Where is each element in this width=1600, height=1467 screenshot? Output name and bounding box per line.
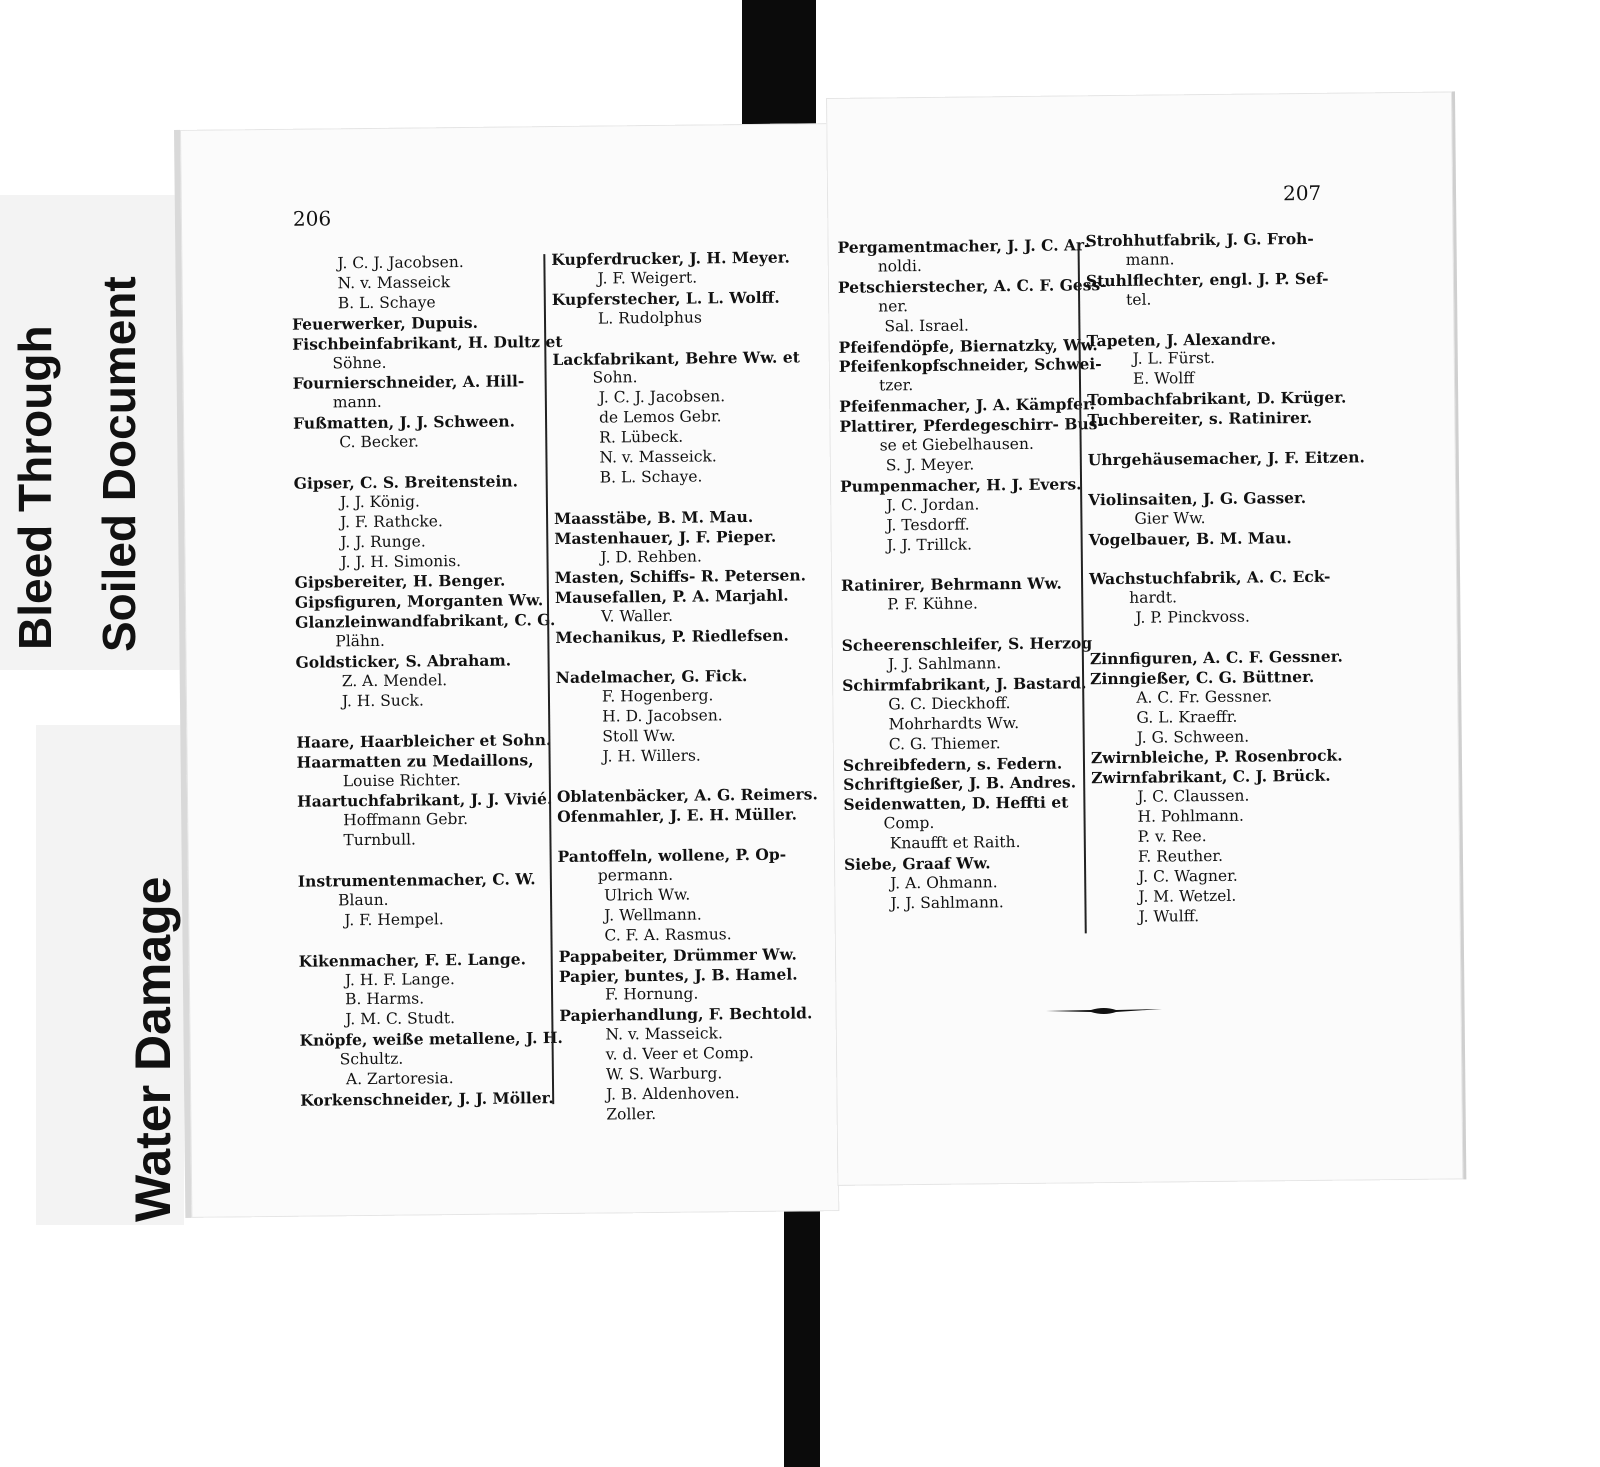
entry-continuation: N. v. Masseick: [337, 273, 451, 293]
entry-continuation: J. G. Schween.: [1136, 727, 1250, 747]
entry-continuation: N. v. Masseick.: [605, 1024, 723, 1044]
trade-entry: Haare, Haarbleicher et Sohn.: [296, 729, 552, 752]
entry-continuation: C. F. A. Rasmus.: [604, 924, 732, 945]
entry-continuation: J. A. Ohmann.: [890, 873, 998, 893]
entry-continuation: J. C. Wagner.: [1138, 866, 1238, 886]
spacer: [1087, 428, 1349, 451]
label-soiled-document: Soiled Document: [93, 276, 145, 652]
trade-entry: Lackfabrikant, Behre Ww. et: [552, 346, 800, 369]
trade-entry: Pfeifendöpfe, Biernatzky, Ww.: [838, 334, 1098, 357]
left-page-column-1: [291, 252, 563, 1110]
trade-entry: Wachstuchfabrik, A. C. Eck-: [1088, 567, 1331, 589]
entry-continuation: Comp.: [883, 814, 935, 833]
trade-entry: Papier, buntes, J. B. Hamel.: [558, 964, 798, 986]
trade-entry: Vogelbauer, B. M. Mau.: [1088, 527, 1292, 549]
trade-entry: Zinngießer, C. G. Büttner.: [1089, 666, 1315, 689]
right-page-column-1: [837, 235, 1107, 914]
page-number: 207: [1282, 180, 1322, 206]
entry-continuation: A. Zartoresia.: [345, 1069, 454, 1089]
spacer: [841, 614, 1081, 636]
entry-continuation: F. Hornung.: [604, 985, 699, 1004]
entry-continuation: C. Becker.: [339, 432, 419, 452]
trade-entry: Scheerenschleifer, S. Herzog: [841, 633, 1093, 655]
trade-entry: Siebe, Graaf Ww.: [843, 853, 991, 874]
trade-entry: Nadelmacher, G. Fick.: [555, 666, 748, 688]
trade-entry: Ratinirer, Behrmann Ww.: [841, 573, 1062, 596]
entry-continuation: hardt.: [1129, 588, 1178, 608]
trade-entry: Instrumentenmacher, C. W.: [297, 869, 536, 891]
trade-entry: Gipser, C. S. Breitenstein.: [293, 471, 519, 493]
trade-entry: Korkenschneider, J. J. Möller.: [300, 1088, 554, 1110]
entry-continuation: permann.: [597, 865, 674, 885]
entry-continuation: J. C. J. Jacobsen.: [598, 387, 726, 407]
entry-continuation: mann.: [332, 393, 382, 412]
entry-continuation: G. C. Dieckhoff.: [888, 693, 1011, 714]
trade-entry: Mechanikus, P. Riedlefsen.: [555, 625, 789, 648]
spacer: [1088, 467, 1350, 490]
entry-continuation: F. Reuther.: [1137, 846, 1224, 866]
entry-continuation: J. C. Jordan.: [886, 495, 980, 515]
entry-continuation: ner.: [878, 296, 909, 316]
entry-continuation: J. C. Claussen.: [1137, 786, 1250, 807]
trade-entry: Schreibfedern, s. Federn.: [842, 753, 1063, 775]
trade-entry: Tuchbereiter, s. Ratinirer.: [1087, 408, 1313, 430]
trade-entry: Haartuchfabrikant, J. J. Vivié.: [296, 789, 553, 812]
entry-continuation: V. Waller.: [601, 607, 674, 626]
entry-continuation: J. Wulff.: [1138, 906, 1200, 926]
trade-entry: Masten, Schiffs- R. Petersen.: [554, 565, 807, 588]
entry-continuation: L. Rudolphus: [597, 308, 702, 328]
entry-continuation: J. F. Hempel.: [344, 910, 444, 930]
spacer: [841, 554, 1081, 576]
entry-continuation: P. F. Kühne.: [887, 594, 979, 614]
entry-continuation: Knaufft et Raith.: [889, 833, 1021, 853]
entry-continuation: W. S. Warburg.: [605, 1064, 723, 1084]
trade-entry: Pfeifenmacher, J. A. Kämpfer.: [839, 394, 1096, 417]
entry-continuation: Turnbull.: [343, 830, 417, 850]
label-water-damage: Water Damage: [125, 876, 181, 1222]
trade-entry: Zwirnbleiche, P. Rosenbrock.: [1090, 746, 1343, 768]
entry-continuation: J. H. Willers.: [602, 746, 701, 766]
entry-continuation: v. d. Veer et Comp.: [605, 1044, 754, 1064]
entry-continuation: J. C. J. Jacobsen.: [337, 252, 464, 273]
entry-continuation: Plähn.: [335, 632, 385, 651]
entry-continuation: J. H. Suck.: [341, 691, 424, 711]
entry-continuation: J. L. Fürst.: [1132, 349, 1216, 369]
entry-continuation: J. J. Sahlmann.: [890, 893, 1004, 913]
trade-entry: Pumpenmacher, H. J. Evers.: [839, 474, 1082, 496]
entry-continuation: J. M. C. Studt.: [345, 1009, 456, 1029]
entry-continuation: A. C. Fr. Gessner.: [1136, 687, 1273, 707]
entry-continuation: J. F. Weigert.: [597, 268, 698, 288]
entry-continuation: J. B. Aldenhoven.: [606, 1084, 740, 1104]
trade-entry: Kupferstecher, L. L. Wolff.: [551, 287, 780, 309]
entry-continuation: J. Wellmann.: [604, 905, 702, 925]
page-206: [174, 123, 839, 1218]
trade-entry: Strohhutfabrik, J. G. Froh-: [1085, 228, 1314, 251]
trade-entry: Zwirnfabrikant, C. J. Brück.: [1091, 766, 1331, 788]
page-207: [826, 91, 1466, 1186]
trade-entry: Pantoffeln, wollene, P. Op-: [557, 844, 787, 867]
trade-entry: Petschierstecher, A. C. F. Gess-: [837, 274, 1107, 297]
spacer: [557, 824, 827, 847]
trade-entry: Feuerwerker, Dupuis.: [291, 312, 479, 334]
spacer: [1086, 308, 1348, 331]
trade-entry: Gipsfiguren, Morganten Ww.: [294, 590, 544, 613]
spacer: [298, 929, 546, 951]
book-spine-top: [742, 0, 816, 130]
trade-entry: Pappabeiter, Drümmer Ww.: [558, 944, 797, 966]
trade-entry: Glanzleinwandfabrikant, C. G.: [295, 610, 556, 633]
entry-continuation: Blaun.: [337, 890, 389, 910]
left-page-column-2: [551, 247, 830, 1126]
book-spine-bottom: [784, 1190, 820, 1467]
right-page-column-2: [1085, 228, 1365, 928]
trade-entry: Papierhandlung, F. Bechtold.: [559, 1003, 813, 1026]
entry-continuation: tzer.: [878, 376, 914, 395]
entry-continuation: tel.: [1126, 290, 1152, 309]
entry-continuation: J. J. Sahlmann.: [887, 654, 1002, 674]
trade-entry: Goldsticker, S. Abraham.: [295, 650, 512, 672]
entry-continuation: J. J. Runge.: [340, 532, 426, 551]
trade-entry: Maasstäbe, B. M. Mau.: [553, 506, 754, 528]
page-number: 206: [292, 206, 332, 231]
entry-continuation: Gier Ww.: [1134, 508, 1206, 528]
entry-continuation: noldi.: [877, 256, 922, 276]
spacer: [293, 451, 541, 473]
trade-entry: Seidenwatten, D. Heffti et: [843, 792, 1069, 815]
trade-entry: Fischbeinfabrikant, H. Dultz et: [292, 331, 563, 354]
entry-continuation: Louise Richter.: [342, 770, 461, 790]
entry-continuation: B. L. Schaye.: [599, 467, 703, 487]
entry-continuation: Sohn.: [592, 368, 638, 388]
trade-entry: Mausefallen, P. A. Marjahl.: [554, 585, 789, 608]
trade-entry: Knöpfe, weiße metallene, J. H.: [299, 1028, 563, 1051]
entry-continuation: C. G. Thiemer.: [888, 733, 1001, 754]
entry-continuation: R. Lübeck.: [599, 427, 684, 447]
entry-continuation: de Lemos Gebr.: [598, 407, 722, 427]
spacer: [1089, 547, 1351, 570]
trade-entry: Plattirer, Pferdegeschirr- Bus-: [839, 414, 1104, 437]
trade-entry: Pergamentmacher, J. J. C. Ar-: [837, 235, 1091, 257]
spacer: [296, 710, 544, 732]
trade-entry: Fournierschneider, A. Hill-: [292, 371, 525, 394]
trade-entry: Zinnfiguren, A. C. F. Gessner.: [1089, 646, 1343, 669]
trade-entry: Ofenmahler, J. E. H. Müller.: [557, 804, 798, 827]
trade-entry: Uhrgehäusemacher, J. F. Eitzen.: [1087, 447, 1365, 470]
trade-entry: Kupferdrucker, J. H. Meyer.: [551, 247, 790, 270]
entry-continuation: mann.: [1125, 250, 1175, 269]
trade-entry: Mastenhauer, J. F. Pieper.: [554, 526, 777, 548]
entry-continuation: Z. A. Mendel.: [341, 671, 448, 691]
trade-entry: Gipsbereiter, H. Benger.: [294, 571, 506, 593]
spacer: [1090, 627, 1352, 650]
entry-continuation: J. P. Pinckvoss.: [1135, 607, 1250, 627]
trade-entry: Kikenmacher, F. E. Lange.: [298, 949, 527, 971]
entry-continuation: P. v. Ree.: [1137, 827, 1207, 846]
trade-entry: Schriftgießer, J. B. Andres.: [843, 772, 1077, 795]
entry-continuation: se et Giebelhausen.: [879, 434, 1034, 455]
entry-continuation: J. M. Wetzel.: [1138, 886, 1237, 906]
entry-continuation: B. Harms.: [345, 989, 425, 1009]
entry-continuation: E. Wolff: [1132, 369, 1195, 389]
spacer: [557, 765, 827, 788]
entry-continuation: Schultz.: [339, 1049, 404, 1069]
entry-continuation: J. J. König.: [339, 492, 421, 512]
entry-continuation: G. L. Kraeffr.: [1136, 707, 1238, 727]
trade-entry: Violinsaiten, J. G. Gasser.: [1088, 487, 1307, 510]
trade-entry: Pfeifenkopfschneider, Schwei-: [838, 354, 1102, 377]
entry-continuation: H. Pohlmann.: [1137, 806, 1244, 826]
trade-entry: Stuhlflechter, engl. J. P. Sef-: [1085, 268, 1329, 291]
trade-entry: Oblatenbäcker, A. G. Reimers.: [556, 784, 818, 807]
entry-continuation: F. Hogenberg.: [601, 686, 714, 706]
entry-continuation: Hoffmann Gebr.: [343, 810, 469, 830]
entry-continuation: B. L. Schaye: [337, 293, 436, 313]
entry-continuation: J. F. Rathcke.: [340, 511, 443, 532]
entry-continuation: N. v. Masseick.: [599, 447, 717, 467]
entry-continuation: Zoller.: [606, 1104, 657, 1124]
ornament-rule: [1046, 1005, 1162, 1017]
entry-continuation: J. J. Trillck.: [886, 535, 973, 554]
entry-continuation: J. J. H. Simonis.: [340, 551, 462, 571]
entry-continuation: J. H. F. Lange.: [344, 969, 455, 989]
entry-continuation: Stoll Ww.: [602, 726, 676, 746]
trade-entry: Haarmatten zu Medaillons,: [296, 749, 534, 772]
trade-entry: Fußmatten, J. J. Schween.: [292, 411, 516, 434]
entry-continuation: Sal. Israel.: [884, 316, 969, 336]
entry-continuation: J. D. Rehben.: [600, 547, 703, 567]
spacer: [298, 849, 546, 871]
trade-entry: Tombachfabrikant, D. Krüger.: [1087, 387, 1347, 410]
label-bleed-through: Bleed Through: [9, 325, 61, 650]
spacer: [554, 486, 824, 509]
entry-continuation: Söhne.: [332, 353, 387, 372]
trade-entry: Tapeten, J. Alexandre.: [1086, 328, 1277, 350]
entry-continuation: H. D. Jacobsen.: [602, 706, 723, 726]
entry-continuation: Mohrhardts Ww.: [888, 713, 1020, 734]
entry-continuation: Ulrich Ww.: [603, 885, 691, 905]
entry-continuation: S. J. Meyer.: [885, 455, 975, 475]
trade-entry: Schirmfabrikant, J. Bastard.: [842, 673, 1087, 695]
entry-continuation: J. Tesdorff.: [886, 515, 970, 535]
